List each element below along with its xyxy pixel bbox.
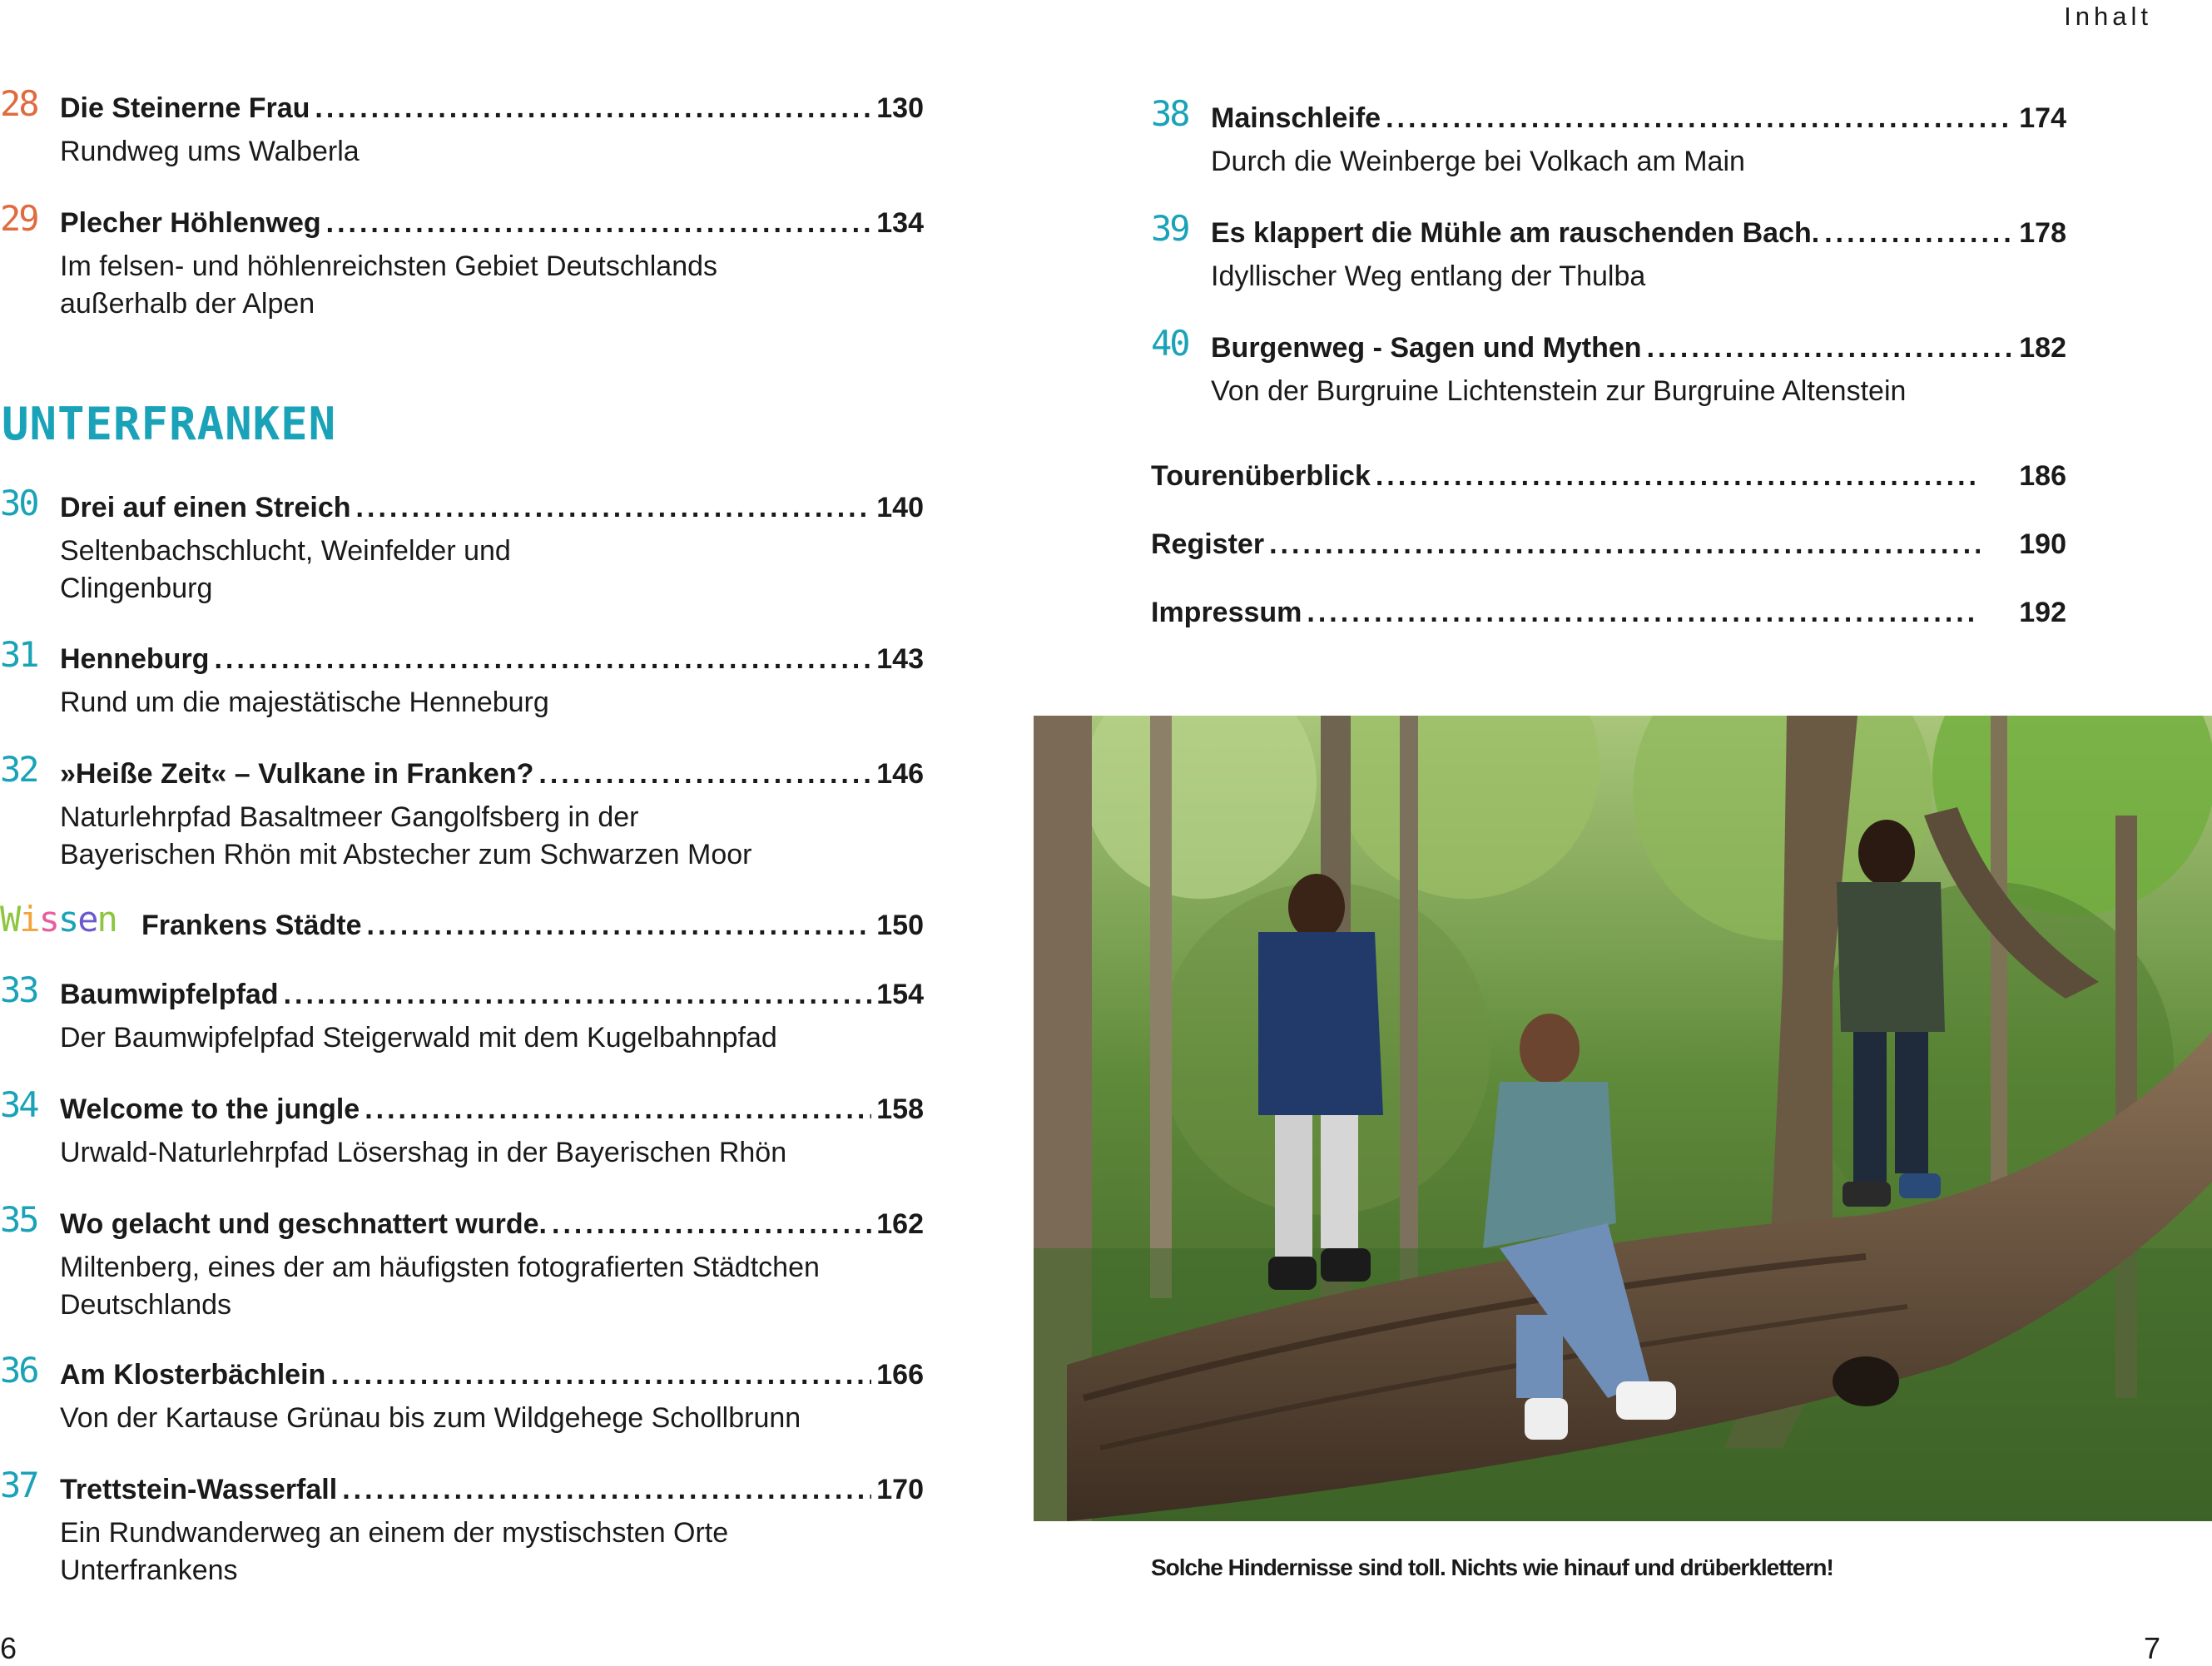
entry-subtitle: Naturlehrpfad Basaltmeer Gangolfsberg in der Bayerischen Rhön mit Abstecher zum Schwarzen Moor xyxy=(60,801,752,870)
toc-appendix-tourenueberblick[interactable] xyxy=(1151,459,2066,493)
entry-page: 186 xyxy=(2019,460,2066,492)
entry-page: 150 xyxy=(876,910,924,941)
entry-subtitle: Von der Burgruine Lichtenstein zur Burgruine Altenstein xyxy=(1211,375,1907,407)
leader-dots xyxy=(367,909,872,942)
entry-page: 174 xyxy=(2019,102,2066,134)
entry-title: Frankens Städte xyxy=(141,910,362,941)
toc-appendix-register[interactable] xyxy=(1151,528,2066,561)
entry-number: 29 xyxy=(0,198,37,239)
entry-number: 36 xyxy=(0,1350,37,1391)
entry-subtitle: Idyllischer Weg entlang der Thulba xyxy=(1211,260,1646,292)
page-number-right: 7 xyxy=(2143,1631,2160,1665)
forest-photo xyxy=(1034,716,2212,1521)
entry-title: Impressum xyxy=(1151,597,1302,628)
entry-number: 38 xyxy=(1151,93,1188,134)
entry-title: Drei auf einen Streich xyxy=(60,492,351,523)
entry-page: 182 xyxy=(2019,332,2066,364)
entry-page: 192 xyxy=(2019,597,2066,628)
section-heading: UNTERFRANKEN xyxy=(2,398,337,450)
entry-subtitle: Von der Kartause Grünau bis zum Wildgehege Schollbrunn xyxy=(60,1402,801,1434)
entry-page: 146 xyxy=(876,758,924,790)
entry-number: 34 xyxy=(0,1084,37,1125)
entry-page: 162 xyxy=(876,1208,924,1240)
entry-page: 143 xyxy=(876,643,924,675)
entry-page: 166 xyxy=(876,1359,924,1391)
entry-number: 40 xyxy=(1151,323,1188,364)
entry-subtitle: Urwald-Naturlehrpfad Lösershag in der Bayerischen Rhön xyxy=(60,1137,787,1168)
entry-subtitle: Rund um die majestätische Henneburg xyxy=(60,687,549,718)
entry-page: 158 xyxy=(876,1093,924,1125)
entry-title: Burgenweg - Sagen und Mythen xyxy=(1211,332,1642,364)
leader-dots xyxy=(284,978,872,1011)
entry-subtitle: Der Baumwipfelpfad Steigerwald mit dem Kugelbahnpfad xyxy=(60,1022,777,1054)
entry-number: 35 xyxy=(0,1199,37,1240)
leader-dots xyxy=(214,642,871,676)
entry-page: 130 xyxy=(876,92,924,124)
entry-number: 28 xyxy=(0,83,37,124)
entry-title: Es klappert die Mühle am rauschenden Bach. xyxy=(1211,217,1820,249)
toc-appendix-impressum[interactable] xyxy=(1151,596,2066,629)
entry-page: 134 xyxy=(876,207,924,239)
entry-page: 154 xyxy=(876,979,924,1010)
entry-page: 140 xyxy=(876,492,924,523)
entry-title: Plecher Höhlenweg xyxy=(60,207,321,239)
entry-page: 170 xyxy=(876,1474,924,1505)
photo-caption: Solche Hindernisse sind toll. Nichts wie hinauf und drüberklettern! xyxy=(1151,1554,1833,1580)
leader-dots xyxy=(315,92,871,125)
entry-number: 32 xyxy=(0,749,37,790)
leader-dots xyxy=(326,206,872,240)
leader-dots xyxy=(356,491,872,524)
entry-number: 31 xyxy=(0,634,37,675)
entry-number: 37 xyxy=(0,1465,37,1505)
entry-subtitle: Seltenbachschlucht, Weinfelder und Clingenburg xyxy=(60,535,511,604)
entry-title: Trettstein-Wasserfall xyxy=(60,1474,338,1505)
leader-dots xyxy=(1386,102,2014,135)
running-header: Inhalt xyxy=(2064,2,2152,31)
leader-dots xyxy=(1307,596,1980,629)
entry-subtitle: Durch die Weinberge bei Volkach am Main xyxy=(1211,146,1745,177)
entry-page: 190 xyxy=(2019,528,2066,560)
entry-subtitle: Miltenberg, eines der am häufigsten fotografierten Städtchen Deutschlands xyxy=(60,1252,820,1321)
entry-page: 178 xyxy=(2019,217,2066,249)
entry-title: Register xyxy=(1151,528,1265,560)
leader-dots xyxy=(365,1093,871,1126)
entry-title: Die Steinerne Frau xyxy=(60,92,310,124)
leader-dots xyxy=(1376,459,1980,493)
leader-dots xyxy=(330,1358,871,1391)
entry-title: »Heiße Zeit« – Vulkane in Franken? xyxy=(60,758,534,790)
entry-title: Am Klosterbächlein xyxy=(60,1359,326,1391)
entry-title: Mainschleife xyxy=(1211,102,1381,134)
leader-dots xyxy=(342,1473,871,1506)
entry-title: Tourenüberblick xyxy=(1151,460,1371,492)
entry-subtitle: Im felsen- und höhlenreichsten Gebiet Deutschlands außerhalb der Alpen xyxy=(60,250,718,320)
entry-subtitle: Ein Rundwanderweg an einem der mystischsten Orte Unterfrankens xyxy=(60,1517,729,1586)
entry-number: 33 xyxy=(0,969,37,1010)
leader-dots xyxy=(1647,331,2015,364)
entry-subtitle: Rundweg ums Walberla xyxy=(60,136,360,167)
entry-title: Henneburg xyxy=(60,643,210,675)
entry-number: 39 xyxy=(1151,208,1188,249)
wissen-label: Wissen xyxy=(0,899,117,940)
entry-title: Welcome to the jungle xyxy=(60,1093,360,1125)
entry-title: Wo gelacht und geschnattert wurde. xyxy=(60,1208,547,1240)
leader-dots xyxy=(552,1207,871,1241)
entry-number: 30 xyxy=(0,483,37,523)
page-number-left: 6 xyxy=(0,1631,17,1665)
leader-dots xyxy=(1269,528,1980,561)
entry-title: Baumwipfelpfad xyxy=(60,979,279,1010)
leader-dots xyxy=(538,757,871,791)
leader-dots xyxy=(1824,216,2014,250)
